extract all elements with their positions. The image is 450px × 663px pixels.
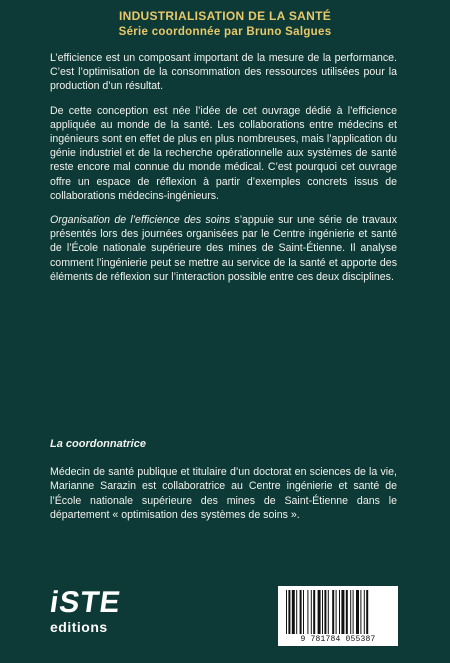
publisher-logo-text: iSTE bbox=[47, 586, 124, 619]
blurb-paragraph-2: De cette conception est née l’idée de cet ouvrage dédié à l’efficience appliquée au monde de la santé. Les collaborations entre médecins et ingénieurs sont en effet de plus en plus nombreuses, mais l’application du génie industriel et de la recherche opérationnelle aux systèmes de santé reste encore mal connue du monde médical. C’est pourquoi cet ouvrage offre un espace de réflexion à partir d’exemples concrets issus de collaborations médecins-ingénieurs. bbox=[50, 104, 397, 202]
book-title: Organisation de l’efficience des soins bbox=[50, 214, 231, 227]
blurb-paragraph-3-text: s’appuie sur une série de travaux présentés lors des journées organisées par le Centre ingénierie et santé de l’École nationale supérieure des mines de Saint-Étienne. Il analyse comment l’ingénierie peut se mettre au service de la santé et apporte des éléments de réflexion sur l’interaction possible entre ces deux disciplines. bbox=[50, 214, 397, 283]
about-coordinator bbox=[50, 437, 397, 522]
blurb bbox=[50, 51, 397, 294]
about-heading: La coordonnatrice bbox=[50, 438, 146, 450]
blurb-paragraph-1: L’efficience est un composant important de la mesure de la performance. C’est l’optimisation de la consommation des ressources utilisées pour la production d’un résultat. bbox=[50, 52, 397, 93]
publisher-logo-sub: editions bbox=[50, 619, 108, 635]
blurb-paragraph-3 bbox=[50, 213, 397, 284]
series-title: INDUSTRIALISATION DE LA SANTÉ bbox=[118, 9, 332, 23]
barcode-number: 9 781784 055387 bbox=[300, 635, 376, 644]
series-subtitle: Série coordonnée par Bruno Salgues bbox=[118, 26, 332, 38]
series-header bbox=[0, 8, 450, 40]
barcode bbox=[278, 586, 398, 646]
about-text: Médecin de santé publique et titulaire d’un doctorat en sciences de la vie, Marianne Sarazin est collaboratrice au Centre ingénierie et santé de l’École nationale supérieure des mines de Saint-Étienne dans le département « optimisation des systèmes de soins ». bbox=[50, 466, 397, 521]
barcode-bars bbox=[286, 590, 390, 634]
publisher-logo bbox=[47, 586, 142, 638]
